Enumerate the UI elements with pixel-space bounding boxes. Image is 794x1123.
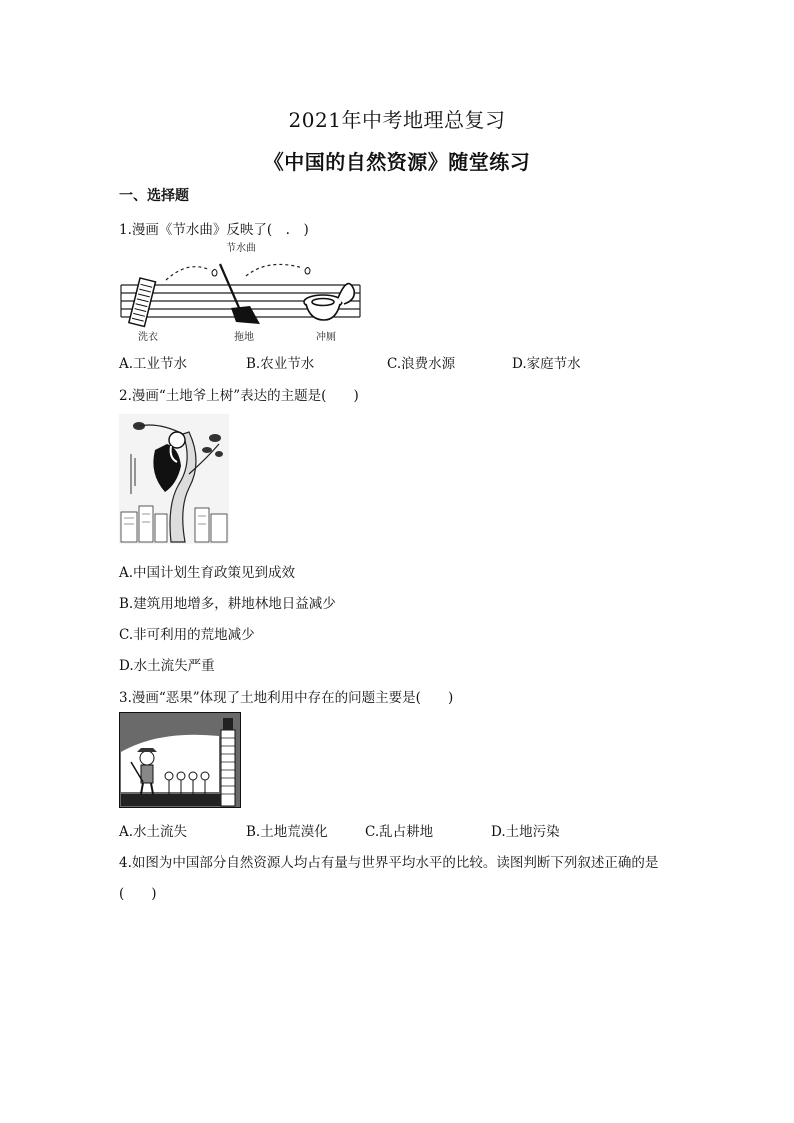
figure-label-wash: 洗衣 [138,332,158,343]
q3-option-d: D.土地污染 [491,824,560,840]
figure-label-toilet: 冲厕 [316,332,336,343]
q1-option-a: A.工业节水 [119,356,188,372]
water-saving-song-icon [118,240,363,345]
page-title: 2021年中考地理总复习 [288,108,506,132]
q2-option-d: D.水土流失严重 [119,658,215,674]
question-4-stem: 4.如图为中国部分自然资源人均占有量与世界平均水平的比较。读图判断下列叙述正确的是 [119,855,659,871]
page-subtitle: 《中国的自然资源》随堂练习 [263,150,531,174]
question-1-figure [118,240,363,345]
question-1-stem: 1.漫画《节水曲》反映了( . ) [119,222,309,238]
question-2-figure [119,414,229,544]
figure-title: 节水曲 [226,243,256,254]
q1-option-b: B.农业节水 [246,356,315,372]
question-3-figure [119,712,241,808]
land-god-climbing-tree-icon [119,414,229,544]
q2-option-a: A.中国计划生育政策见到成效 [119,565,296,581]
question-2-stem: 2.漫画“土地爷上树”表达的主题是( ) [119,388,359,404]
q3-option-a: A.水土流失 [119,824,188,840]
question-3-stem: 3.漫画“恶果”体现了土地利用中存在的问题主要是( ) [119,690,454,706]
q1-option-c: C.浪费水源 [387,356,456,372]
q2-option-c: C.非可利用的荒地减少 [119,627,255,643]
q3-option-c: C.乱占耕地 [365,824,434,840]
section-heading: 一、选择题 [119,188,189,204]
toilet-icon [304,284,354,320]
figure-label-mop: 拖地 [234,332,254,343]
question-4-stem-line2: ( ) [119,886,157,902]
q3-option-b: B.土地荒漠化 [246,824,328,840]
mop-icon [220,264,260,324]
q1-option-d: D.家庭节水 [512,356,581,372]
farmer-and-chimney-icon [119,712,241,808]
q2-option-b: B.建筑用地增多，耕地林地日益减少 [119,596,336,612]
